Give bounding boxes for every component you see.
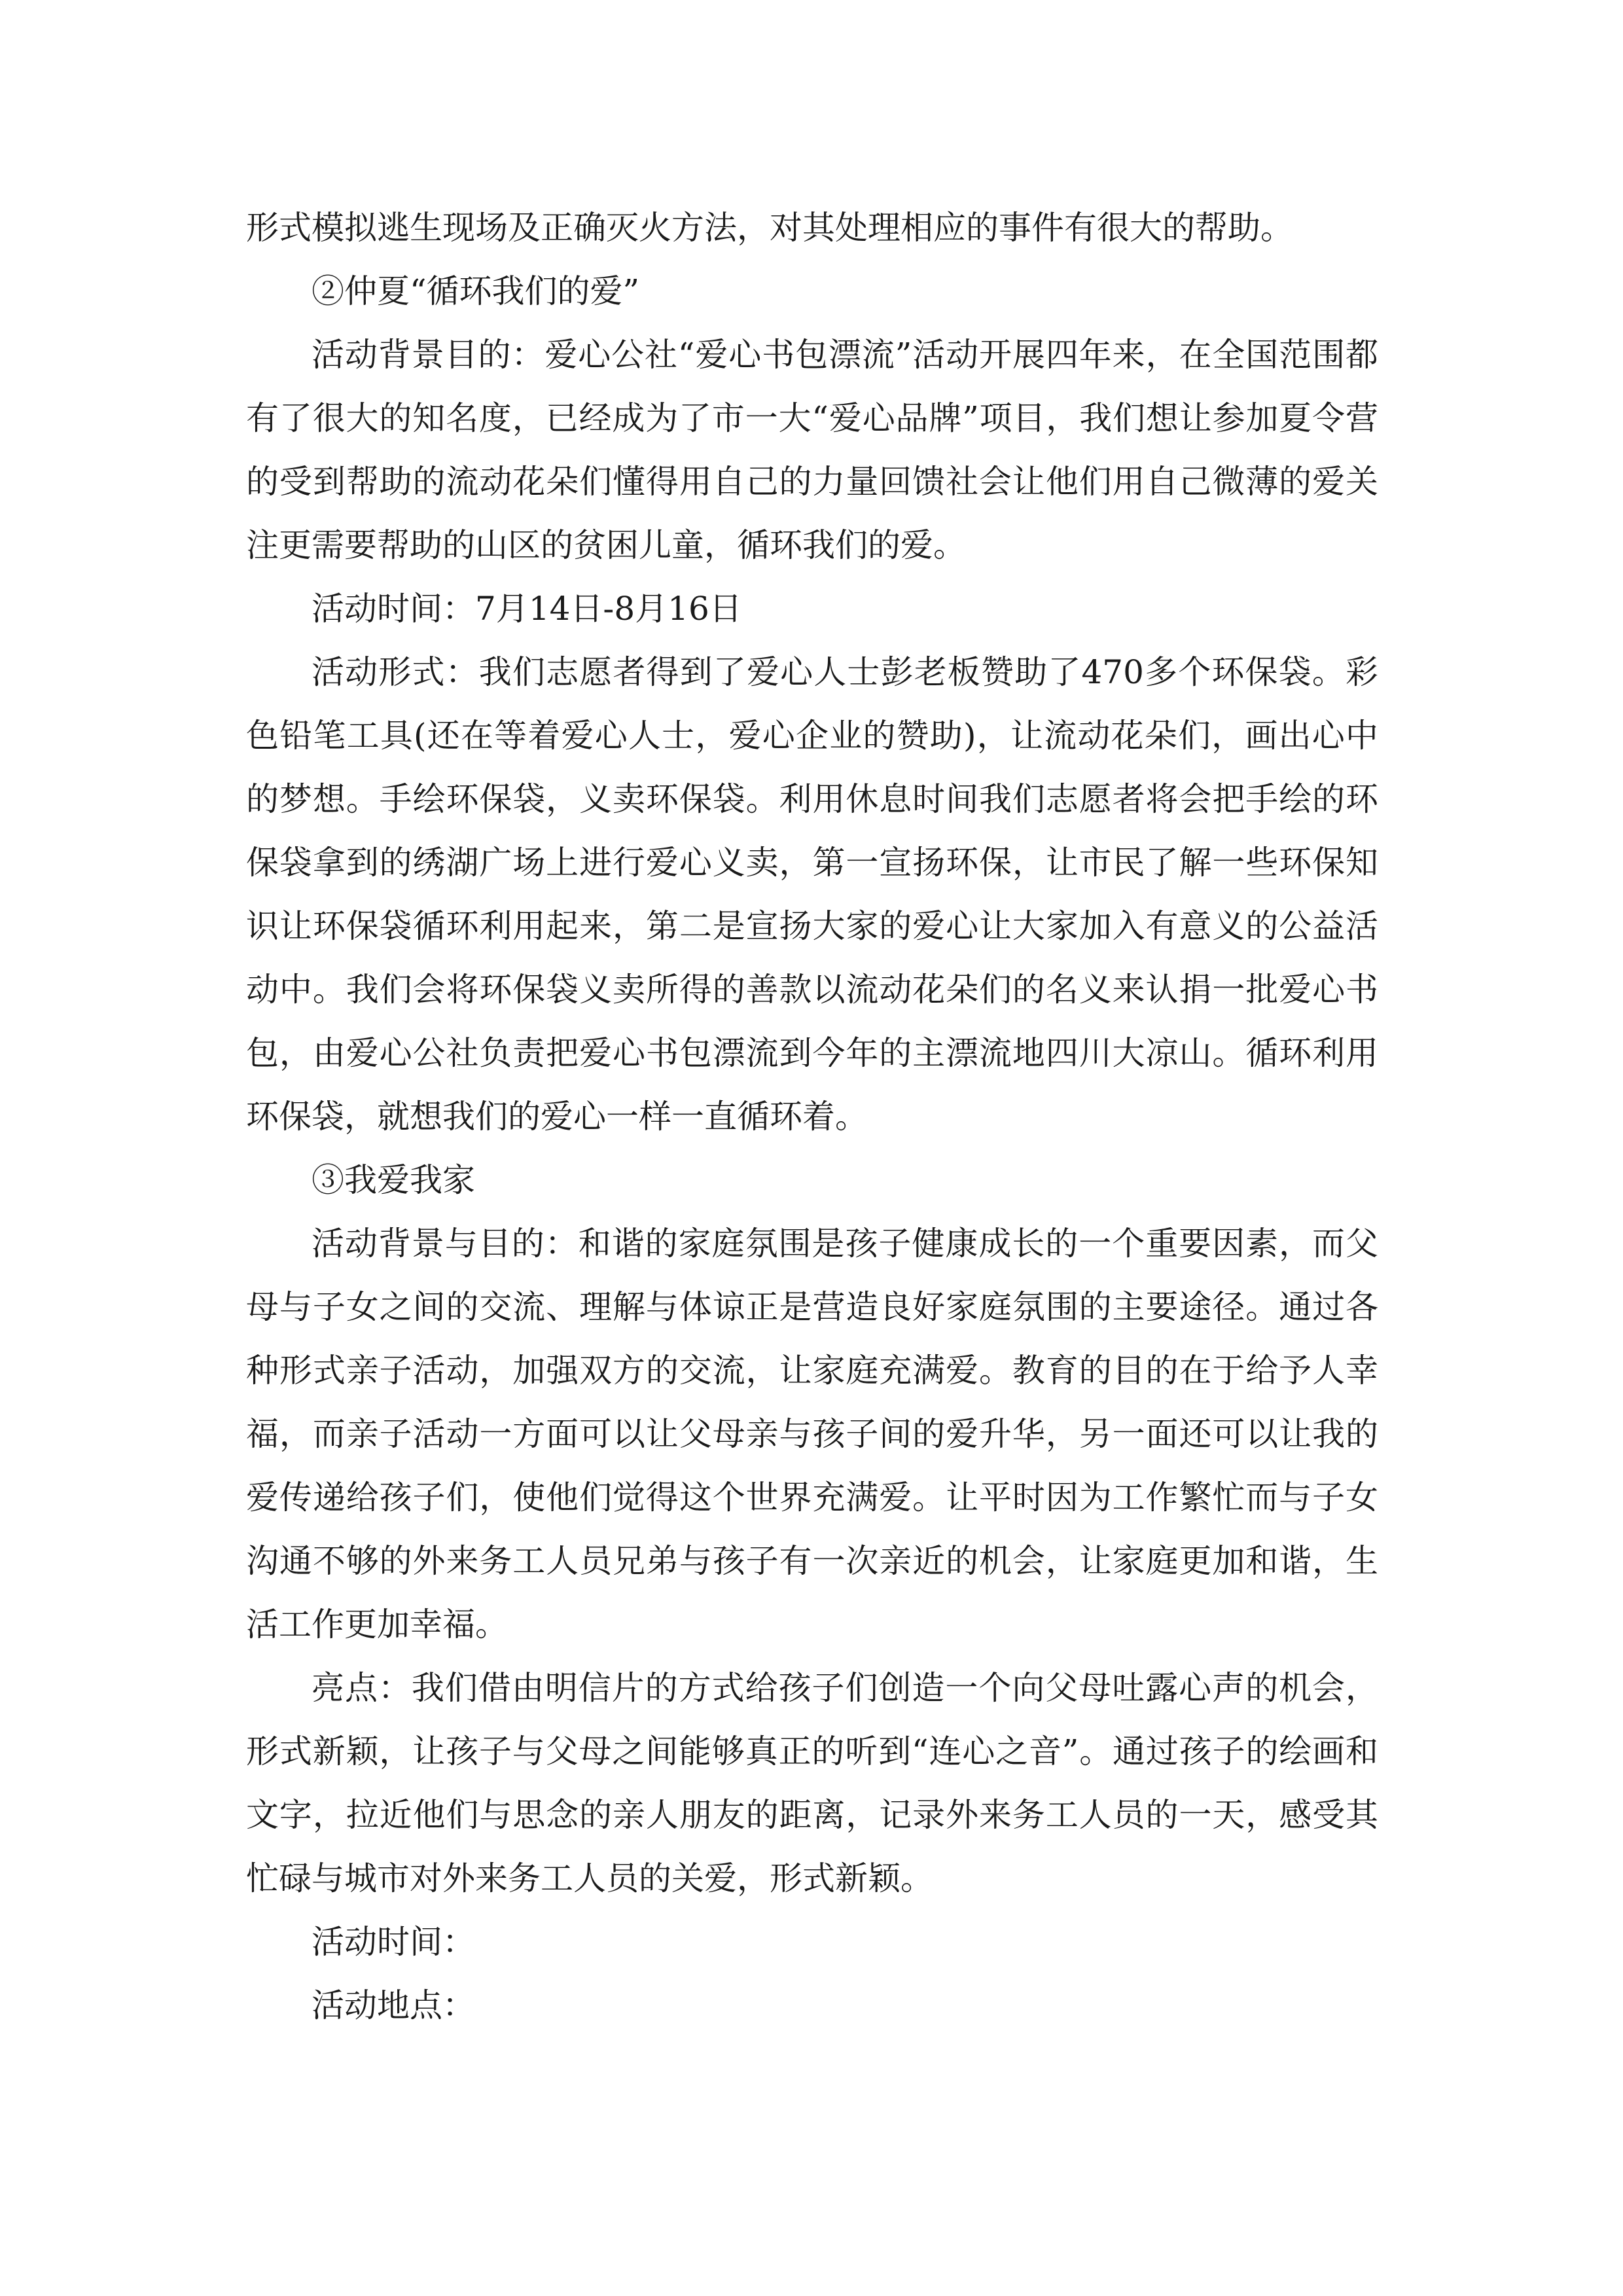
paragraph-home-background: 活动背景与目的：和谐的家庭氛围是孩子健康成长的一个重要因素，而父母与子女之间的交流、理解与体谅正是营造良好家庭氛围的主要途径。通过各种形式亲子活动，加强双方的交流，让家庭充满爱。教育的目的在于给予人幸福，而亲子活动一方面可以让父母亲与孩子间的爱升华，另一面还可以让我的爱传递给孩子们，使他们觉得这个世界充满爱。让平时因为工作繁忙而与子女沟通不够的外来务工人员兄弟与孩子有一次亲近的机会，让家庭更加和谐，生活工作更加幸福。 — [246, 1225, 1378, 1643]
paragraph-activity-form: 活动形式：我们志愿者得到了爱心人士彭老板赞助了470多个环保袋。彩色铅笔工具(还在等着爱心人士，爱心企业的赞助)，让流动花朵们，画出心中的梦想。手绘环保袋，义卖环保袋。利用休息时间我们志愿者将会把手绘的环保袋拿到的绣湖广场上进行爱心义卖，第一宣扬环保，让市民了解一些环保知识让环保袋循环利用起来，第二是宣扬大家的爱心让大家加入有意义的公益活动中。我们会将环保袋义卖所得的善款以流动花朵们的名义来认捐一批爱心书包，由爱心公社负责把爱心书包漂流到今年的主漂流地四川大凉山。循环利用环保袋，就想我们的爱心一样一直循环着。 — [246, 653, 1378, 1136]
paragraph-activity-time-blank: 活动时间： — [312, 1923, 475, 1961]
heading-summer-love-cycle: ②仲夏“循环我们的爱” — [312, 272, 640, 310]
document-body — [246, 196, 1378, 2037]
heading-i-love-my-home: ③我爱我家 — [312, 1161, 475, 1199]
paragraph-activity-location-blank: 活动地点： — [312, 1986, 475, 2024]
paragraph-highlights: 亮点：我们借由明信片的方式给孩子们创造一个向父母吐露心声的机会，形式新颖，让孩子与父母之间能够真正的听到“连心之音”。通过孩子的绘画和文字，拉近他们与思念的亲人朋友的距离，记录外来务工人员的一天，感受其忙碌与城市对外来务工人员的关爱，形式新颖。 — [246, 1669, 1378, 1897]
paragraph-activity-time: 活动时间：7月14日-8月16日 — [312, 590, 742, 628]
paragraph-fire-drill-continuation: 形式模拟逃生现场及正确灭火方法，对其处理相应的事件有很大的帮助。 — [246, 209, 1293, 247]
paragraph-background-purpose: 活动背景目的：爱心公社“爱心书包漂流”活动开展四年来，在全国范围都有了很大的知名度，已经成为了市一大“爱心品牌”项目，我们想让参加夏令营的受到帮助的流动花朵们懂得用自己的力量回馈社会让他们用自己微薄的爱关注更需要帮助的山区的贫困儿童，循环我们的爱。 — [246, 336, 1378, 564]
